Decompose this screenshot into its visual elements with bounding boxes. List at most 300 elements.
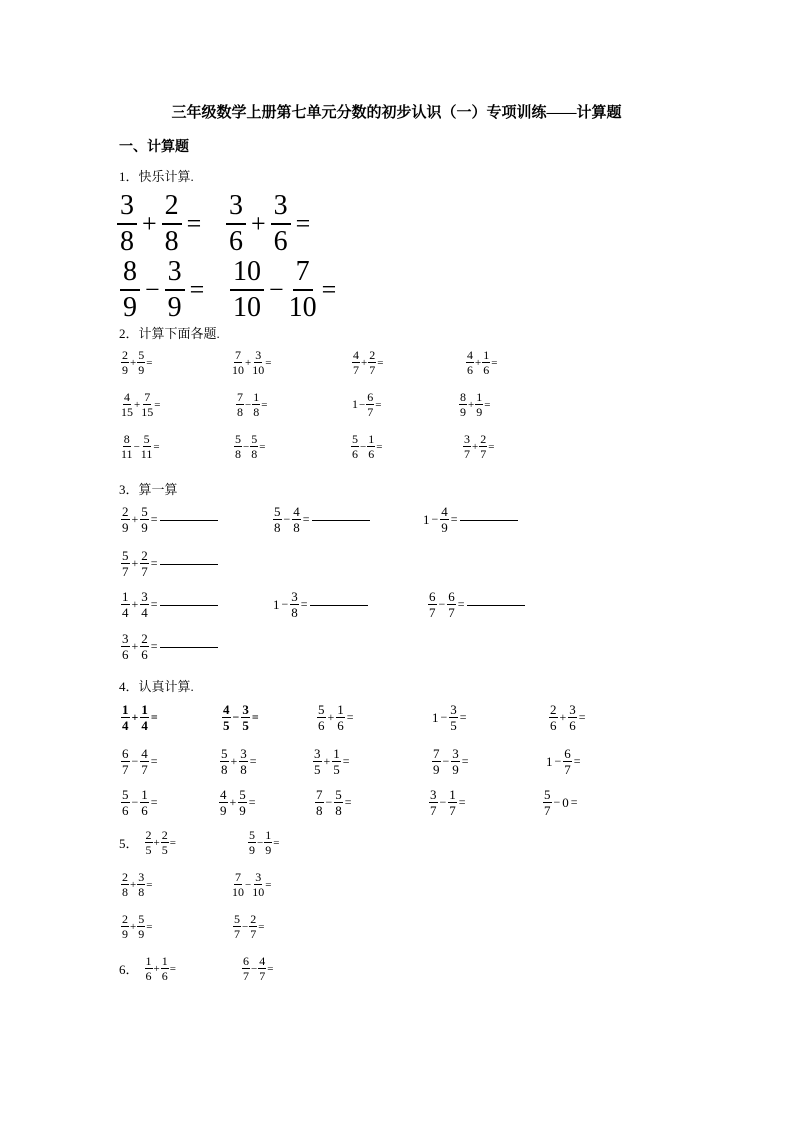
denominator: 9 <box>141 520 148 535</box>
q2-expression <box>232 349 272 376</box>
numerator: 4 <box>293 504 300 519</box>
numerator: 4 <box>141 746 148 761</box>
equals-sign: = <box>258 920 265 933</box>
answer-blank[interactable] <box>310 604 368 606</box>
numerator: 3 <box>255 348 262 362</box>
numerator: 5 <box>251 432 258 446</box>
denominator: 4 <box>122 718 129 733</box>
equals-sign: = <box>150 597 158 611</box>
fraction <box>121 349 129 376</box>
numerator: 2 <box>122 504 129 519</box>
fraction <box>432 747 441 776</box>
denominator: 4 <box>141 718 148 733</box>
q4-expression <box>317 703 356 732</box>
fraction <box>366 391 374 418</box>
numerator: 2 <box>480 432 487 446</box>
numerator: 1 <box>483 348 490 362</box>
fraction <box>249 913 257 940</box>
denominator: 5 <box>314 762 321 777</box>
numerator: 2 <box>550 702 557 717</box>
page-title: 三年级数学上册第七单元分数的初步认识（一）专项训练——计算题 <box>171 105 622 121</box>
numerator: 2 <box>161 828 168 842</box>
denominator: 6 <box>550 718 557 733</box>
numerator: 1 <box>253 390 260 404</box>
denominator: 8 <box>293 520 300 535</box>
equals-sign: = <box>150 710 158 724</box>
fraction <box>219 788 228 817</box>
numerator: 1 <box>141 702 148 717</box>
equals-sign: = <box>377 356 384 369</box>
numerator: 3 <box>291 589 298 604</box>
q4-expression <box>429 788 468 817</box>
fraction <box>121 505 130 534</box>
fraction <box>429 788 438 817</box>
denominator: 5 <box>161 843 168 857</box>
whole-number: 1 <box>546 753 553 769</box>
minus-sign: − <box>554 754 562 768</box>
denominator: 7 <box>480 447 487 461</box>
fraction <box>232 871 244 898</box>
denominator: 8 <box>251 447 258 461</box>
denominator: 9 <box>122 927 128 941</box>
plus-sign: + <box>153 836 160 849</box>
answer-blank[interactable] <box>467 604 525 606</box>
equals-sign: = <box>273 836 280 849</box>
minus-sign: − <box>442 754 450 768</box>
denominator: 5 <box>333 762 340 777</box>
minus-sign: − <box>440 710 448 724</box>
denominator: 9 <box>239 803 246 818</box>
fraction <box>250 433 258 460</box>
q3-expression <box>428 590 525 619</box>
numerator: 6 <box>429 589 436 604</box>
denominator: 7 <box>141 762 148 777</box>
minus-sign: − <box>269 275 284 304</box>
fraction <box>120 258 140 322</box>
fraction <box>232 349 244 376</box>
q1-expression <box>117 192 206 256</box>
numerator: 7 <box>433 746 440 761</box>
fraction <box>117 192 137 256</box>
denominator: 10 <box>252 363 265 377</box>
denominator: 7 <box>141 564 148 579</box>
fraction <box>165 258 185 322</box>
fraction <box>121 871 129 898</box>
denominator: 9 <box>122 520 129 535</box>
fraction <box>352 349 360 376</box>
equals-sign: = <box>251 710 259 724</box>
numerator: 1 <box>122 589 129 604</box>
denominator: 7 <box>430 803 437 818</box>
fraction <box>252 871 264 898</box>
equals-sign: = <box>300 597 308 611</box>
equals-sign: = <box>302 512 310 526</box>
numerator: 4 <box>467 348 473 362</box>
fraction <box>459 391 467 418</box>
numerator: 4 <box>223 702 230 717</box>
minus-sign: − <box>439 795 447 809</box>
denominator: 8 <box>335 803 342 818</box>
numerator: 1 <box>449 787 456 802</box>
denominator: 9 <box>123 292 137 323</box>
denominator: 6 <box>122 803 129 818</box>
denominator: 5 <box>242 718 249 733</box>
denominator: 7 <box>564 762 571 777</box>
fraction <box>121 788 130 817</box>
fraction <box>563 747 572 776</box>
fraction <box>141 433 153 460</box>
plus-sign: + <box>361 356 368 369</box>
numerator: 5 <box>249 828 255 842</box>
fraction <box>140 590 149 619</box>
denominator: 10 <box>232 885 244 899</box>
denominator: 6 <box>569 718 576 733</box>
numerator: 5 <box>122 787 129 802</box>
minus-sign: − <box>438 597 446 611</box>
fraction <box>264 829 272 856</box>
equals-sign: = <box>169 962 176 975</box>
denominator: 9 <box>167 292 182 323</box>
numerator: 5 <box>274 504 281 519</box>
denominator: 8 <box>253 405 260 419</box>
numerator: 5 <box>138 912 145 926</box>
numerator: 2 <box>250 912 257 926</box>
fraction <box>252 349 264 376</box>
question-3-label: 3．算一算 <box>119 482 178 497</box>
equals-sign: = <box>295 209 311 238</box>
q4-expression <box>222 703 261 732</box>
fraction <box>351 433 359 460</box>
q1-expression <box>120 258 209 322</box>
denominator: 9 <box>138 927 145 941</box>
fraction <box>428 590 437 619</box>
fraction <box>162 192 182 256</box>
equals-sign: = <box>150 512 158 526</box>
plus-sign: + <box>472 440 479 453</box>
fraction <box>145 955 153 982</box>
numerator: 6 <box>367 390 374 404</box>
fraction <box>315 788 324 817</box>
equals-sign: = <box>146 878 153 891</box>
whole-number: 1 <box>432 709 439 725</box>
q2-expression <box>121 349 153 376</box>
q2-expression <box>121 433 161 460</box>
numerator: 7 <box>235 870 241 884</box>
plus-sign: + <box>475 356 482 369</box>
denominator: 9 <box>220 803 227 818</box>
q2-expression <box>236 391 268 418</box>
plus-sign: + <box>130 878 137 891</box>
fraction <box>220 747 229 776</box>
denominator: 8 <box>235 447 241 461</box>
denominator: 7 <box>464 447 470 461</box>
equals-sign: = <box>457 597 465 611</box>
q4-expression <box>121 788 160 817</box>
numerator: 3 <box>569 702 576 717</box>
equals-sign: = <box>321 275 337 304</box>
minus-sign: − <box>245 878 252 891</box>
plus-sign: + <box>468 398 475 411</box>
fraction <box>137 913 145 940</box>
denominator: 8 <box>138 885 145 899</box>
denominator: 5 <box>145 843 152 857</box>
equals-sign: = <box>570 795 578 809</box>
q2-expression <box>234 433 266 460</box>
fraction <box>479 433 487 460</box>
equals-sign: = <box>150 639 158 653</box>
numerator: 3 <box>240 746 247 761</box>
denominator: 9 <box>476 405 483 419</box>
q3-expression <box>273 590 368 619</box>
numerator: 1 <box>265 828 272 842</box>
numerator: 2 <box>122 912 128 926</box>
fraction <box>273 505 282 534</box>
denominator: 6 <box>368 447 375 461</box>
fraction <box>239 747 248 776</box>
fraction <box>475 391 483 418</box>
fraction <box>549 703 558 732</box>
fraction <box>482 349 490 376</box>
fraction <box>334 788 343 817</box>
equals-sign: = <box>375 398 382 411</box>
denominator: 7 <box>449 803 456 818</box>
fraction <box>140 703 149 732</box>
fraction <box>248 829 256 856</box>
minus-sign: − <box>245 398 252 411</box>
fraction <box>121 747 130 776</box>
numerator: 5 <box>239 787 246 802</box>
numerator: 5 <box>318 702 325 717</box>
q4-expression <box>315 788 354 817</box>
plus-sign: + <box>153 962 160 975</box>
fraction <box>568 703 577 732</box>
equals-sign: = <box>450 512 458 526</box>
fraction <box>313 747 322 776</box>
answer-blank[interactable] <box>160 519 218 521</box>
fraction <box>226 192 246 256</box>
denominator: 6 <box>337 718 344 733</box>
fraction <box>368 349 376 376</box>
numerator: 6 <box>243 954 249 968</box>
question-number: 5． <box>119 836 139 851</box>
numerator: 1 <box>333 746 340 761</box>
numerator: 4 <box>220 787 227 802</box>
equals-sign: = <box>248 795 256 809</box>
denominator: 10 <box>233 292 261 323</box>
denominator: 6 <box>141 803 148 818</box>
equals-sign: = <box>146 356 153 369</box>
numerator: 1 <box>145 954 152 968</box>
numerator: 1 <box>476 390 483 404</box>
numerator: 3 <box>464 432 470 446</box>
fraction <box>336 703 345 732</box>
fraction <box>140 632 149 661</box>
plus-sign: + <box>130 920 137 933</box>
numerator: 7 <box>237 390 243 404</box>
numerator: 4 <box>441 504 448 519</box>
equals-sign: = <box>153 440 160 453</box>
fraction <box>332 747 341 776</box>
fraction <box>121 632 130 661</box>
numerator: 2 <box>141 548 148 563</box>
answer-blank[interactable] <box>160 563 218 565</box>
question-4-label: 4．认真计算. <box>119 679 194 694</box>
q5-expression <box>121 871 153 898</box>
answer-blank[interactable] <box>160 646 218 648</box>
denominator: 10 <box>252 885 265 899</box>
numerator: 3 <box>138 870 145 884</box>
plus-sign: + <box>130 356 137 369</box>
numerator: 3 <box>242 702 249 717</box>
question-number: 6． <box>119 962 139 977</box>
q3-expression <box>121 505 218 534</box>
q2-expression <box>459 391 491 418</box>
denominator: 7 <box>353 363 359 377</box>
fraction <box>121 433 133 460</box>
equals-sign: = <box>342 754 350 768</box>
fraction <box>367 433 375 460</box>
numerator: 7 <box>235 348 241 362</box>
denominator: 8 <box>316 803 323 818</box>
numerator: 5 <box>235 432 241 446</box>
equals-sign: = <box>267 962 274 975</box>
fraction <box>140 788 149 817</box>
numerator: 7 <box>144 390 151 404</box>
equals-sign: = <box>150 754 158 768</box>
denominator: 9 <box>441 520 448 535</box>
numerator: 7 <box>293 258 313 291</box>
fraction <box>447 590 456 619</box>
fraction <box>121 703 130 732</box>
numerator: 3 <box>452 746 459 761</box>
denominator: 7 <box>122 564 129 579</box>
equals-sign: = <box>249 754 257 768</box>
fraction <box>290 590 299 619</box>
question-1-label: 1．快乐计算. <box>119 169 194 184</box>
equals-sign: = <box>150 795 158 809</box>
fraction <box>161 955 169 982</box>
q1-expression <box>226 192 315 256</box>
answer-blank[interactable] <box>160 604 218 606</box>
denominator: 6 <box>467 363 473 377</box>
denominator: 7 <box>122 762 129 777</box>
q4-expression <box>219 788 258 817</box>
plus-sign: + <box>131 639 139 653</box>
numerator: 6 <box>564 746 571 761</box>
equals-sign: = <box>169 836 176 849</box>
numerator: 10 <box>230 258 264 291</box>
fraction <box>137 871 145 898</box>
minus-sign: − <box>360 440 367 453</box>
fraction <box>463 433 471 460</box>
equals-sign: = <box>458 795 466 809</box>
denominator: 6 <box>145 969 152 983</box>
fraction <box>252 391 260 418</box>
denominator: 10 <box>288 292 317 323</box>
numerator: 5 <box>544 787 551 802</box>
equals-sign: = <box>186 209 202 238</box>
fraction <box>242 955 250 982</box>
fraction <box>121 590 130 619</box>
q4-expression <box>432 747 471 776</box>
numerator: 4 <box>353 348 359 362</box>
equals-sign: = <box>346 710 354 724</box>
equals-sign: = <box>146 920 153 933</box>
fraction <box>292 505 301 534</box>
denominator: 7 <box>250 927 257 941</box>
numerator: 6 <box>448 589 455 604</box>
equals-sign: = <box>491 356 498 369</box>
numerator: 4 <box>124 390 130 404</box>
q4-expression <box>313 747 352 776</box>
numerator: 1 <box>141 787 148 802</box>
numerator: 5 <box>138 348 145 362</box>
fraction <box>230 258 264 322</box>
denominator: 7 <box>448 605 455 620</box>
minus-sign: − <box>325 795 333 809</box>
fraction <box>121 549 130 578</box>
fraction <box>137 349 145 376</box>
q4-expression <box>546 747 583 776</box>
plus-sign: + <box>251 209 266 238</box>
q6-expression <box>119 955 177 982</box>
denominator: 7 <box>429 605 436 620</box>
denominator: 8 <box>274 520 281 535</box>
equals-sign: = <box>461 754 469 768</box>
denominator: 7 <box>243 969 249 983</box>
numerator: 5 <box>335 787 342 802</box>
numerator: 2 <box>162 192 182 225</box>
numerator: 3 <box>117 192 137 225</box>
numerator: 7 <box>316 787 323 802</box>
denominator: 5 <box>223 718 230 733</box>
fraction <box>234 433 242 460</box>
fraction <box>451 747 460 776</box>
equals-sign: = <box>150 556 158 570</box>
numerator: 2 <box>122 348 128 362</box>
minus-sign: − <box>283 512 291 526</box>
numerator: 8 <box>123 432 130 446</box>
minus-sign: − <box>553 795 561 809</box>
numerator: 2 <box>141 631 148 646</box>
q5-expression <box>121 913 153 940</box>
numerator: 3 <box>226 192 246 225</box>
denominator: 8 <box>122 885 128 899</box>
q4-expression <box>220 747 259 776</box>
denominator: 9 <box>138 363 145 377</box>
numerator: 3 <box>255 870 262 884</box>
equals-sign: = <box>376 440 383 453</box>
q5-expression <box>232 871 272 898</box>
q4-expression <box>432 703 469 732</box>
numerator: 2 <box>145 828 152 842</box>
answer-blank[interactable] <box>460 519 518 521</box>
answer-blank[interactable] <box>312 519 370 521</box>
equals-sign: = <box>573 754 581 768</box>
fraction <box>121 391 133 418</box>
minus-sign: − <box>251 962 258 975</box>
denominator: 7 <box>234 927 240 941</box>
plus-sign: + <box>131 556 139 570</box>
numerator: 5 <box>143 432 150 446</box>
equals-sign: = <box>265 878 272 891</box>
plus-sign: + <box>131 512 139 526</box>
q3-expression <box>273 505 370 534</box>
q2-expression <box>466 349 498 376</box>
q4-expression <box>121 747 160 776</box>
minus-sign: − <box>131 754 139 768</box>
numerator: 1 <box>122 702 129 717</box>
